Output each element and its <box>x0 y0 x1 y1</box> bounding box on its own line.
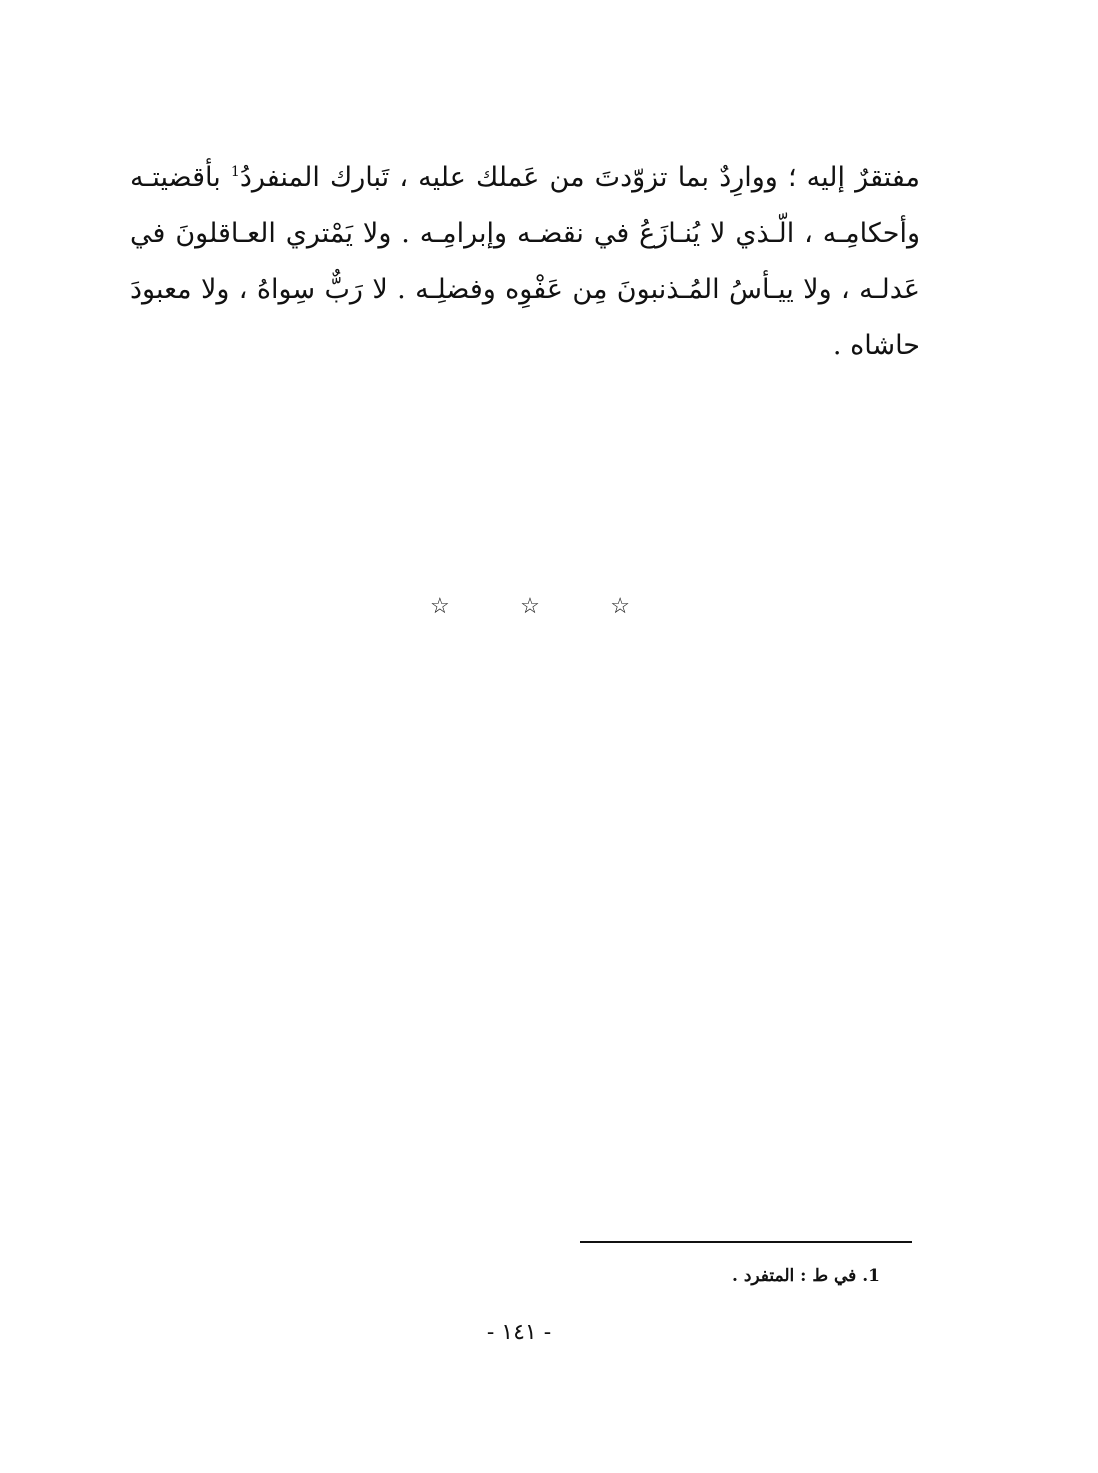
body-line-1 <box>130 150 920 206</box>
star-icon: ☆ <box>430 593 450 619</box>
body-text <box>130 150 920 374</box>
page-number: - ١٤١ - <box>486 1320 552 1345</box>
star-icon: ☆ <box>610 593 630 619</box>
footnote-reference: 1 <box>230 164 240 180</box>
body-line-2: وأحكامِـه ، الّـذي لا يُنـازَعُ في نقضـه وإبرامِـه . ولا يَمْتري العـاقلونَ في <box>130 218 920 249</box>
footnote-divider <box>580 1241 912 1243</box>
footnote: 1. في ط : المتفرد . <box>732 1266 880 1286</box>
body-line-3: عَدلـه ، ولا ييـأسُ المُـذنبونَ مِن عَفْوِه وفضلِـه . لا رَبٌّ سِواهُ ، ولا معبودَ <box>130 274 920 305</box>
body-line-1-text: مفتقرٌ إليه ؛ ووارِدٌ بما تزوّدتَ من عَملك عليه ، تَبارك المنفردُ <box>239 162 920 193</box>
body-line-1-tail: بأقضيتـه <box>130 162 221 193</box>
body-line-4: حاشاه . <box>832 330 920 361</box>
section-separator <box>430 588 630 624</box>
star-icon: ☆ <box>520 593 540 619</box>
